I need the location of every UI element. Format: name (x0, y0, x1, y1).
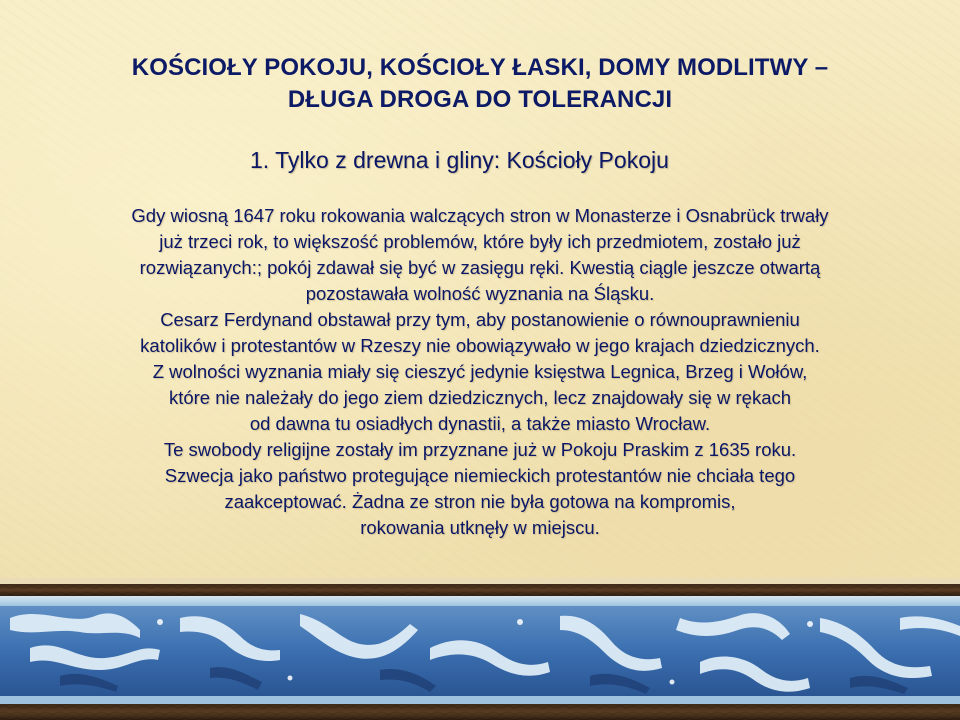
ornament-border-image (0, 578, 960, 720)
body-line: które nie należały do jego ziem dziedzicznych, lecz znajdowały się w rękach (168, 387, 792, 408)
body-line: Szwecja jako państwo protegujące niemieckich protestantów nie chciała tego (164, 465, 796, 486)
slide-title (40, 52, 920, 116)
title-line-1: KOŚCIOŁY POKOJU, KOŚCIOŁY ŁASKI, DOMY MODLITWY – (131, 54, 829, 81)
body-line: od dawna tu osiadłych dynastii, a także miasto Wrocław. (249, 413, 711, 434)
body-line: pozostawała wolność wyznania na Śląsku. (305, 283, 655, 304)
title-line-2: DŁUGA DROGA DO TOLERANCJI (287, 86, 673, 113)
section-subtitle: 1. Tylko z drewna i gliny: Kościoły Pokoju (250, 147, 669, 173)
body-line: rokowania utknęły w miejscu. (360, 517, 600, 538)
body-line: Gdy wiosną 1647 roku rokowania walczących stron w Monasterze i Osnabrück trwały (131, 205, 829, 226)
body-line: zaakceptować. Żadna ze stron nie była gotowa na kompromis, (224, 491, 736, 512)
body-line: Te swobody religijne zostały im przyznane już w Pokoju Praskim z 1635 roku. (163, 439, 797, 460)
body-line: już trzeci rok, to większość problemów, które były ich przedmiotem, zostało już (159, 231, 801, 252)
body-line: katolików i protestantów w Rzeszy nie obowiązywało w jego krajach dziedzicznych. (140, 335, 820, 356)
body-paragraph (40, 203, 920, 541)
body-line: rozwiązanych:; pokój zdawał się być w zasięgu ręki. Kwestią ciągle jeszcze otwartą (139, 257, 821, 278)
body-line: Z wolności wyznania miały się cieszyć jedynie księstwa Legnica, Brzeg i Wołów, (152, 361, 808, 382)
decorative-painted-border (0, 578, 960, 720)
body-line: Cesarz Ferdynand obstawał przy tym, aby postanowienie o równouprawnieniu (160, 309, 800, 330)
